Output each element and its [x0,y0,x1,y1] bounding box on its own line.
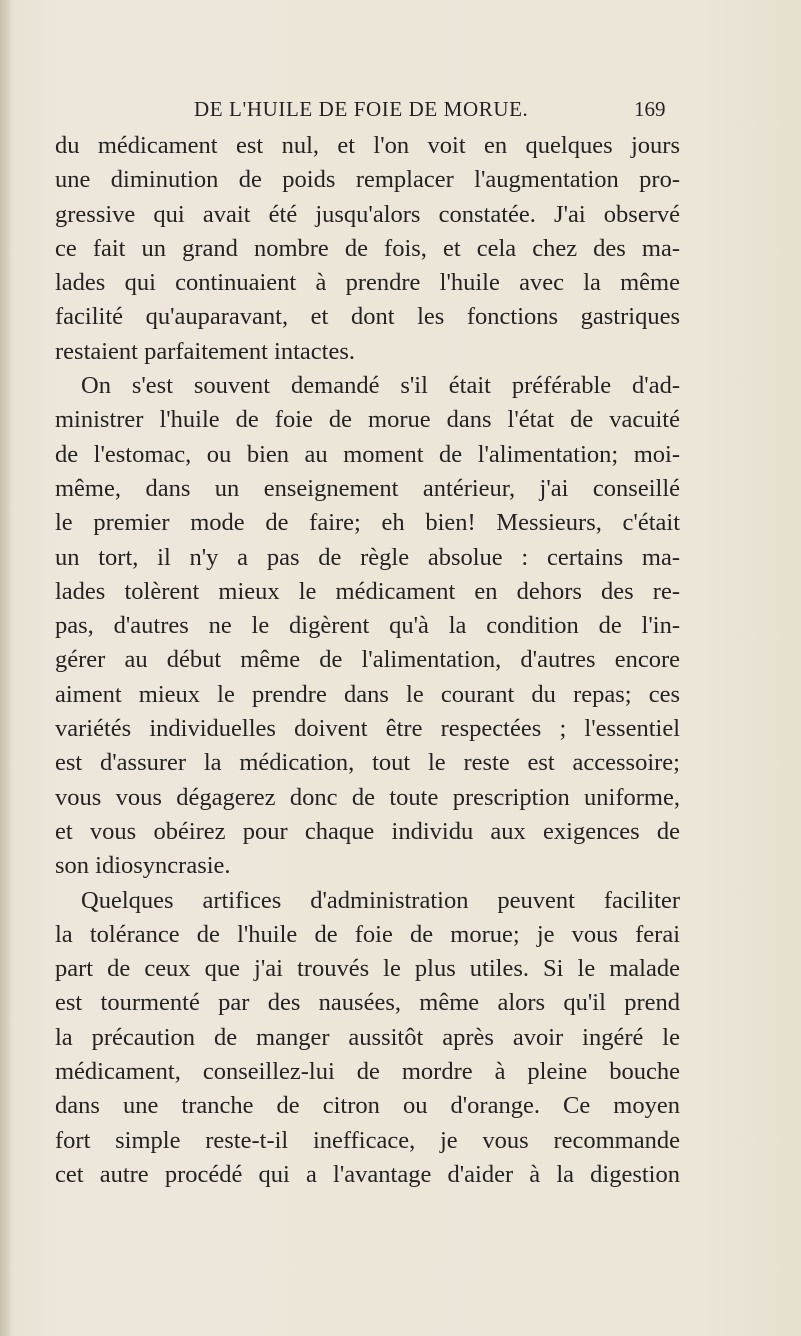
text-line: Quelques artifices d'administration peuvent faciliter [81,886,680,914]
running-title: DE L'HUILE DE FOIE DE MORUE. [194,97,529,121]
text-line: du médicament est nul, et l'on voit en quelques jours [55,132,680,159]
text-line: médicament, conseillez-lui de mordre à pleine bouche [55,1058,680,1086]
text-line: est d'assurer la médication, tout le reste est accessoire; [55,749,680,777]
page-number: 169 [634,97,666,121]
text-line: et vous obéirez pour chaque individu aux exigences de [55,817,680,845]
text-line: cet autre procédé qui a l'avantage d'aider à la digestion [55,1160,680,1188]
text-line: de l'estomac, ou bien au moment de l'alimentation; moi- [55,440,680,468]
text-line: lades qui continuaient à prendre l'huile avec la même [55,269,680,297]
text-line: même, dans un enseignement antérieur, j'ai conseillé [55,474,680,502]
text-line: un tort, il n'y a pas de règle absolue : certains ma- [55,543,680,571]
text-line: ce fait un grand nombre de fois, et cela chez des ma- [55,234,680,262]
text-line: la précaution de manger aussitôt après avoir ingéré le [55,1023,680,1051]
text-line: part de ceux que j'ai trouvés le plus utiles. Si le malade [55,955,680,983]
binding-shadow [0,0,12,1336]
text-line: son idiosyncrasie. [55,852,231,880]
text-line: une diminution de poids remplacer l'augmentation pro- [55,166,680,194]
text-line: ministrer l'huile de foie de morue dans l'état de vacuité [55,406,680,434]
text-line: dans une tranche de citron ou d'orange. Ce moyen [55,1092,680,1120]
text-line: gérer au début même de l'alimentation, d'autres encore [55,646,680,674]
body-text [55,129,680,1192]
text-line: le premier mode de faire; eh bien! Messieurs, c'était [55,509,680,537]
text-line: fort simple reste-t-il inefficace, je vous recommande [55,1126,680,1154]
text-line: est tourmenté par des nausées, même alors qu'il prend [55,989,680,1017]
text-line: la tolérance de l'huile de foie de morue; je vous ferai [55,920,680,948]
text-line: pas, d'autres ne le digèrent qu'à la condition de l'in- [55,612,680,640]
text-line: variétés individuelles doivent être respectées ; l'essentiel [55,715,680,743]
text-line: aiment mieux le prendre dans le courant du repas; ces [55,680,680,708]
running-head [0,97,801,127]
text-line: restaient parfaitement intactes. [55,337,355,365]
text-line: vous vous dégagerez donc de toute prescription uniforme, [55,783,680,811]
text-line: lades tolèrent mieux le médicament en dehors des re- [55,577,680,605]
text-line: On s'est souvent demandé s'il était préférable d'ad- [81,372,680,400]
text-line: facilité qu'auparavant, et dont les fonctions gastriques [55,303,680,331]
text-line: gressive qui avait été jusqu'alors constatée. J'ai observé [55,200,680,228]
